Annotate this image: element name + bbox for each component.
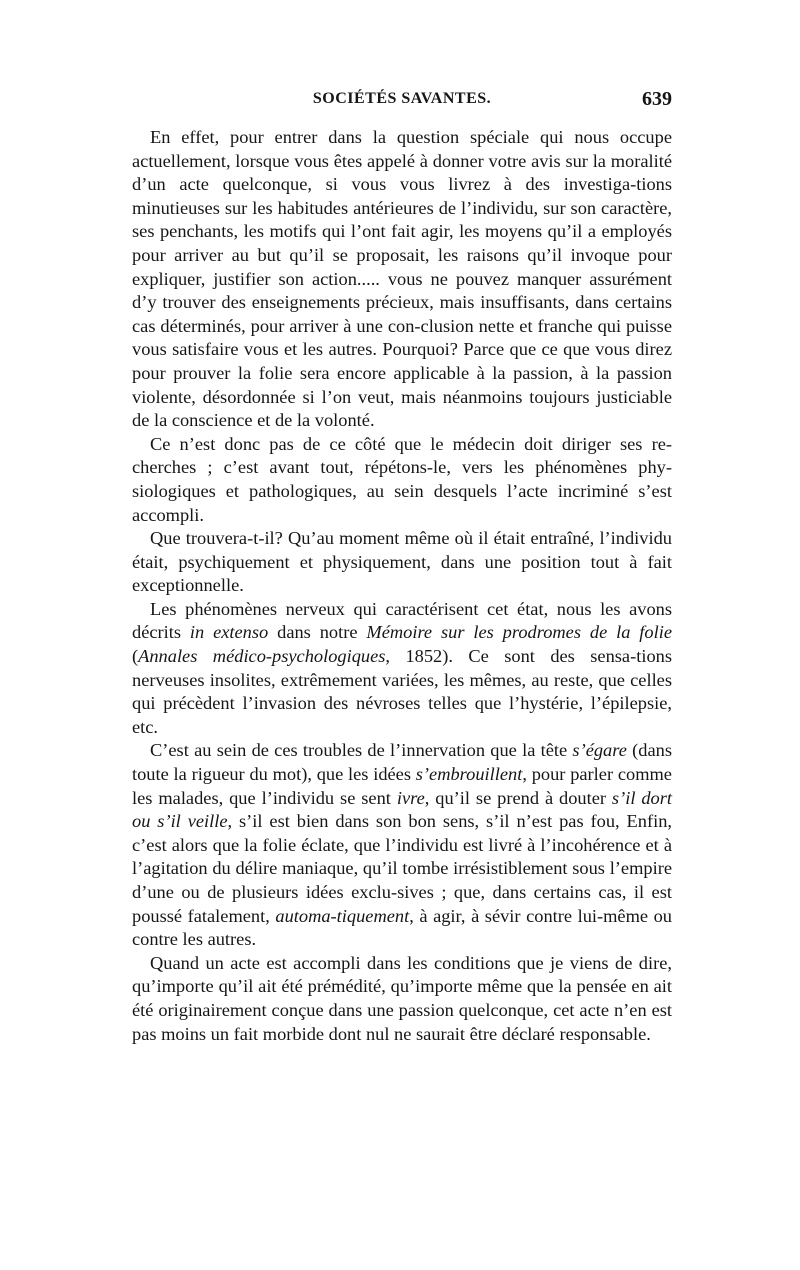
text-run: (dans toute la rigueur du mot), que les idées [132,740,672,785]
running-title: SOCIÉTÉS SAVANTES. [312,90,492,107]
italic-text: in extenso [189,622,269,643]
italic-text: automa-tiquement [275,905,410,926]
body-text [132,126,672,1046]
italic-text: ivre [396,787,425,808]
italic-text: s’il dort ou s’il veille [132,787,672,832]
text-run: , 1852). Ce sont des sensa-tions nerveuses insolites, extrêmement variées, les mêmes, au reste, que celles qui précèdent l’invasion des névroses telles que l’hystérie, l’épilepsie, etc. [132,646,672,737]
text-run: Que trouvera-t-il? Qu’au moment même où il était entraîné, l’individu était, psychiquement et physiquement, dans une position tout à fait exceptionnelle. [132,528,672,596]
page-number: 639 [642,88,672,110]
italic-text: Annales médico-psychologiques [138,646,386,667]
text-run: ( [132,646,139,667]
paragraph [132,433,672,527]
paragraph [132,598,672,740]
paragraph [132,527,672,598]
text-run: , pour parler comme les malades, que l’individu se sent [132,764,672,808]
italic-text: Mémoire sur les prodromes de la folie [366,622,672,643]
text-run: C’est au sein de ces troubles de l’innervation que la tête [150,740,573,761]
running-header [132,90,672,114]
text-run: Les phénomènes nerveux qui caractérisent cet état, nous les avons décrits [132,598,672,643]
text-run: , à agir, à sévir contre lui-même ou contre les autres. [132,905,672,950]
text-run: Quand un acte est accompli dans les conditions que je viens de dire, qu’importe qu’il ait été prémédité, qu’importe même que la pensée en ait été originairement conçue dans une passion quelconque, cet acte n’en est pas moins un fait morbide dont nul ne saurait être déclaré responsable. [132,952,672,1044]
text-run: , s’il est bien dans son bon sens, s’il n’est pas fou, Enfin, c’est alors que la folie éclate, que l’individu est livré à l’incohérence et à l’agitation du délire maniaque, qu’il tombe irrésistiblement sous l’empire d’une ou de plusieurs idées exclu-sives ; que, dans certains cas, il est poussé fatalement, [132,811,672,926]
text-run: En effet, pour entrer dans la question spéciale qui nous occupe actuellement, lorsque vous êtes appelé à donner votre avis sur la moralité d’un acte quelconque, si vous vous livrez à des investiga-tions minutieuses sur les habitudes antérieures de l’individu, sur son caractère, ses penchants, les motifs qui l’ont fait agir, les moyens qu’il a employés pour arriver au but qu’il se proposait, les raisons qu’il invoque pour expliquer, justifier son action..... vous ne pouvez manquer assurément d’y trouver des enseignements précieux, mais insuffisants, dans certains cas déterminés, pour arriver à une con-clusion nette et franche qui puisse vous satisfaire vous et les autres. Pourquoi? Parce que ce que vous direz pour prouver la folie sera encore applicable à la passion, à la passion violente, désordonnée si l’on veut, mais néanmoins toujours justiciable de la conscience et de la volonté. [132,127,672,431]
paragraph [132,952,672,1046]
italic-text: s’égare [572,740,627,761]
text-run: , qu’il se prend à douter [424,787,612,808]
paragraph [132,739,672,951]
text-run: Ce n’est donc pas de ce côté que le médecin doit diriger ses re-cherches ; c’est avant tout, répétons-le, vers les phénomènes phy-siologiques et pathologiques, au sein desquels l’acte incriminé s’est accompli. [132,433,672,525]
italic-text: s’embrouillent [415,764,523,785]
paragraph [132,126,672,433]
text-run: dans notre [268,622,367,643]
